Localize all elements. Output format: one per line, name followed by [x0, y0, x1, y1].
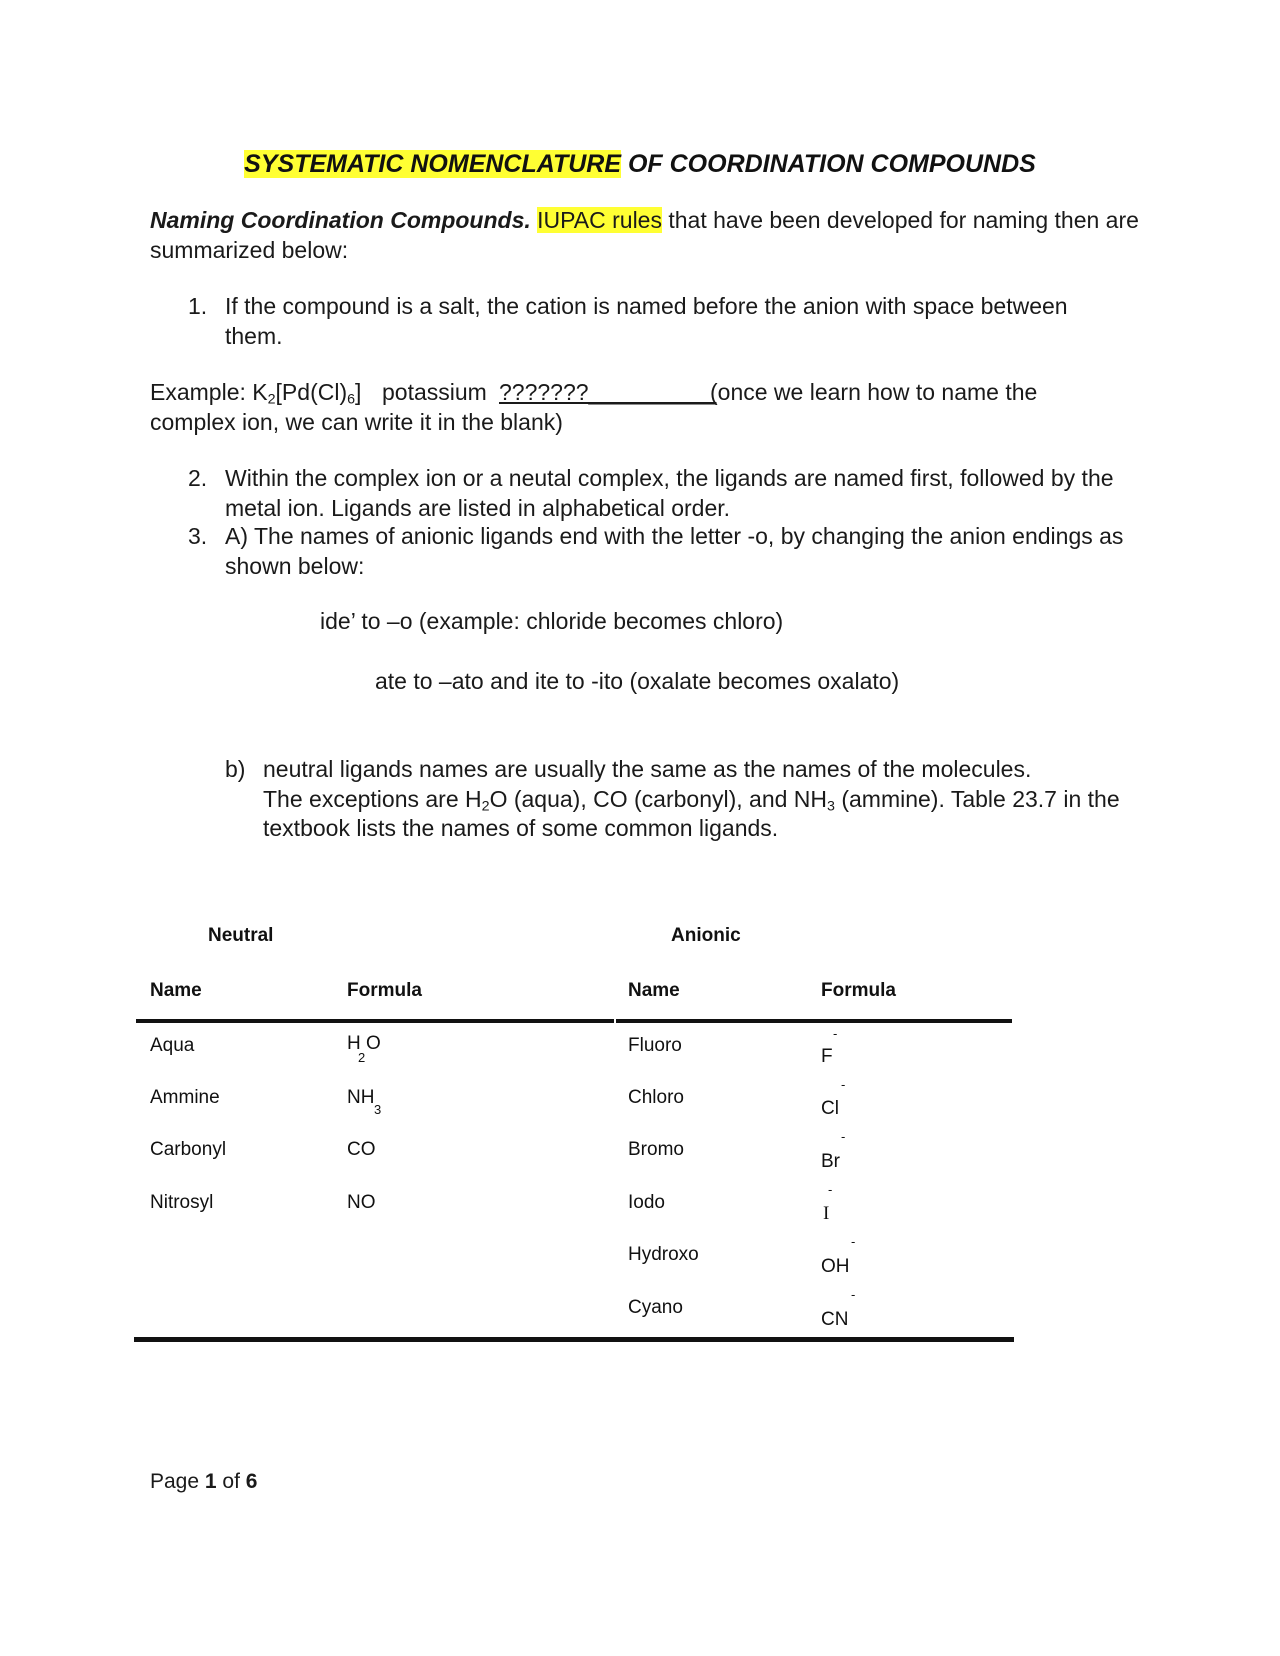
anionic-row-charge: -	[833, 1026, 838, 1041]
page-number: 1	[204, 1470, 217, 1493]
col-header-neutral-formula: Formula	[347, 980, 422, 1001]
page-title	[0, 150, 1280, 179]
anionic-row-charge: -	[841, 1129, 846, 1144]
col-header-anionic-name: Name	[628, 980, 680, 1001]
anionic-row-formula: Br	[821, 1151, 840, 1172]
table-header-rule-gap	[614, 1019, 616, 1025]
rule-3-number: 3.	[188, 523, 208, 549]
anionic-row-name: Fluoro	[628, 1035, 682, 1056]
rule-2-line-1: Within the complex ion or a neutal complex, the ligands are named first, followed by the	[225, 465, 1114, 491]
anionic-row-name: Cyano	[628, 1297, 683, 1318]
neutral-row-formula-sub: 3	[374, 1102, 382, 1117]
neutral-row-formula-sub: 2	[358, 1050, 366, 1065]
rule-1-line-1: If the compound is a salt, the cation is named before the anion with space between	[225, 293, 1068, 319]
neutral-row-name: Ammine	[150, 1087, 220, 1108]
anionic-row-formula: F	[821, 1046, 833, 1067]
neutral-row-formula: CO	[347, 1139, 376, 1160]
col-header-neutral-name: Name	[150, 980, 202, 1001]
page-total: 6	[245, 1470, 258, 1493]
neutral-row-formula: NO	[347, 1192, 376, 1213]
intro-bold: Naming Coordination Compounds.	[150, 207, 531, 233]
rule-2-number: 2.	[188, 465, 208, 491]
title-highlighted: SYSTEMATIC NOMENCLATURE	[244, 150, 622, 178]
intro-highlight: IUPAC rules	[537, 207, 662, 233]
rule-3-line-1: A) The names of anionic ligands end with the letter -o, by changing the anion endings as	[225, 523, 1124, 549]
intro-rest: that have been developed for naming then are	[661, 207, 1139, 233]
intro-line-2: summarized below:	[150, 237, 349, 263]
neutral-row-name: Carbonyl	[150, 1139, 227, 1160]
intro-line-1	[150, 207, 1139, 234]
rule-3b-label: b)	[225, 756, 246, 782]
rule-1-line-2: them.	[225, 323, 283, 349]
example-blank: ???????__________	[499, 379, 717, 405]
anionic-row-charge: -	[851, 1234, 856, 1249]
anionic-row-charge: -	[828, 1182, 833, 1197]
neutral-row-name: Aqua	[150, 1035, 195, 1056]
anionic-row-formula: Cl	[821, 1098, 839, 1119]
table-header-rule	[136, 1019, 1012, 1023]
col-header-anionic-formula: Formula	[821, 980, 896, 1001]
neutral-row-formula: NH	[347, 1087, 375, 1108]
neutral-row-formula: H O	[347, 1033, 381, 1054]
rule-1-number: 1.	[188, 293, 208, 319]
title-rest: OF COORDINATION COMPOUNDS	[621, 150, 1036, 178]
anionic-row-name: Bromo	[628, 1139, 684, 1160]
anionic-row-charge: -	[841, 1077, 846, 1092]
anionic-row-formula: CN	[821, 1309, 849, 1330]
anionic-row-charge: -	[851, 1287, 856, 1302]
table-bottom-rule	[134, 1337, 1014, 1342]
anionic-row-formula: OH	[821, 1256, 850, 1277]
example-after: (once we learn how to name the	[710, 379, 1038, 405]
page-footer: Page 1 of 6	[150, 1470, 258, 1493]
example-name: potassium	[382, 379, 487, 405]
rule-3-line-2: shown below:	[225, 553, 365, 579]
anionic-row-name: Chloro	[628, 1087, 684, 1108]
table-group-neutral: Neutral	[208, 925, 274, 946]
neutral-row-name: Nitrosyl	[150, 1192, 214, 1213]
example-line-1: Example: $K_2[Pd(Cl)_6]$	[150, 379, 362, 408]
rule-3b-line-1: neutral ligands names are usually the same as the names of the molecules.	[263, 756, 1032, 782]
rule-3b-line-3: textbook lists the names of some common ligands.	[263, 815, 779, 841]
rule-2-line-2: metal ion. Ligands are listed in alphabetical order.	[225, 495, 731, 521]
anionic-row-name: Hydroxo	[628, 1244, 699, 1265]
anionic-row-formula: I	[823, 1203, 830, 1224]
anionic-row-name: Iodo	[628, 1192, 665, 1213]
table-group-anionic: Anionic	[671, 925, 741, 946]
ending-ate: ate to –ato and ite to -ito (oxalate becomes oxalato)	[375, 668, 900, 694]
example-line-2: complex ion, we can write it in the blank)	[150, 409, 563, 435]
rule-3b-line-2: The exceptions are $H_2O$ (aqua), CO (carbonyl), and $NH_3$ (ammine). Table 23.7 in the	[263, 786, 1120, 815]
ending-ide: ide’ to –o (example: chloride becomes chloro)	[320, 608, 784, 634]
